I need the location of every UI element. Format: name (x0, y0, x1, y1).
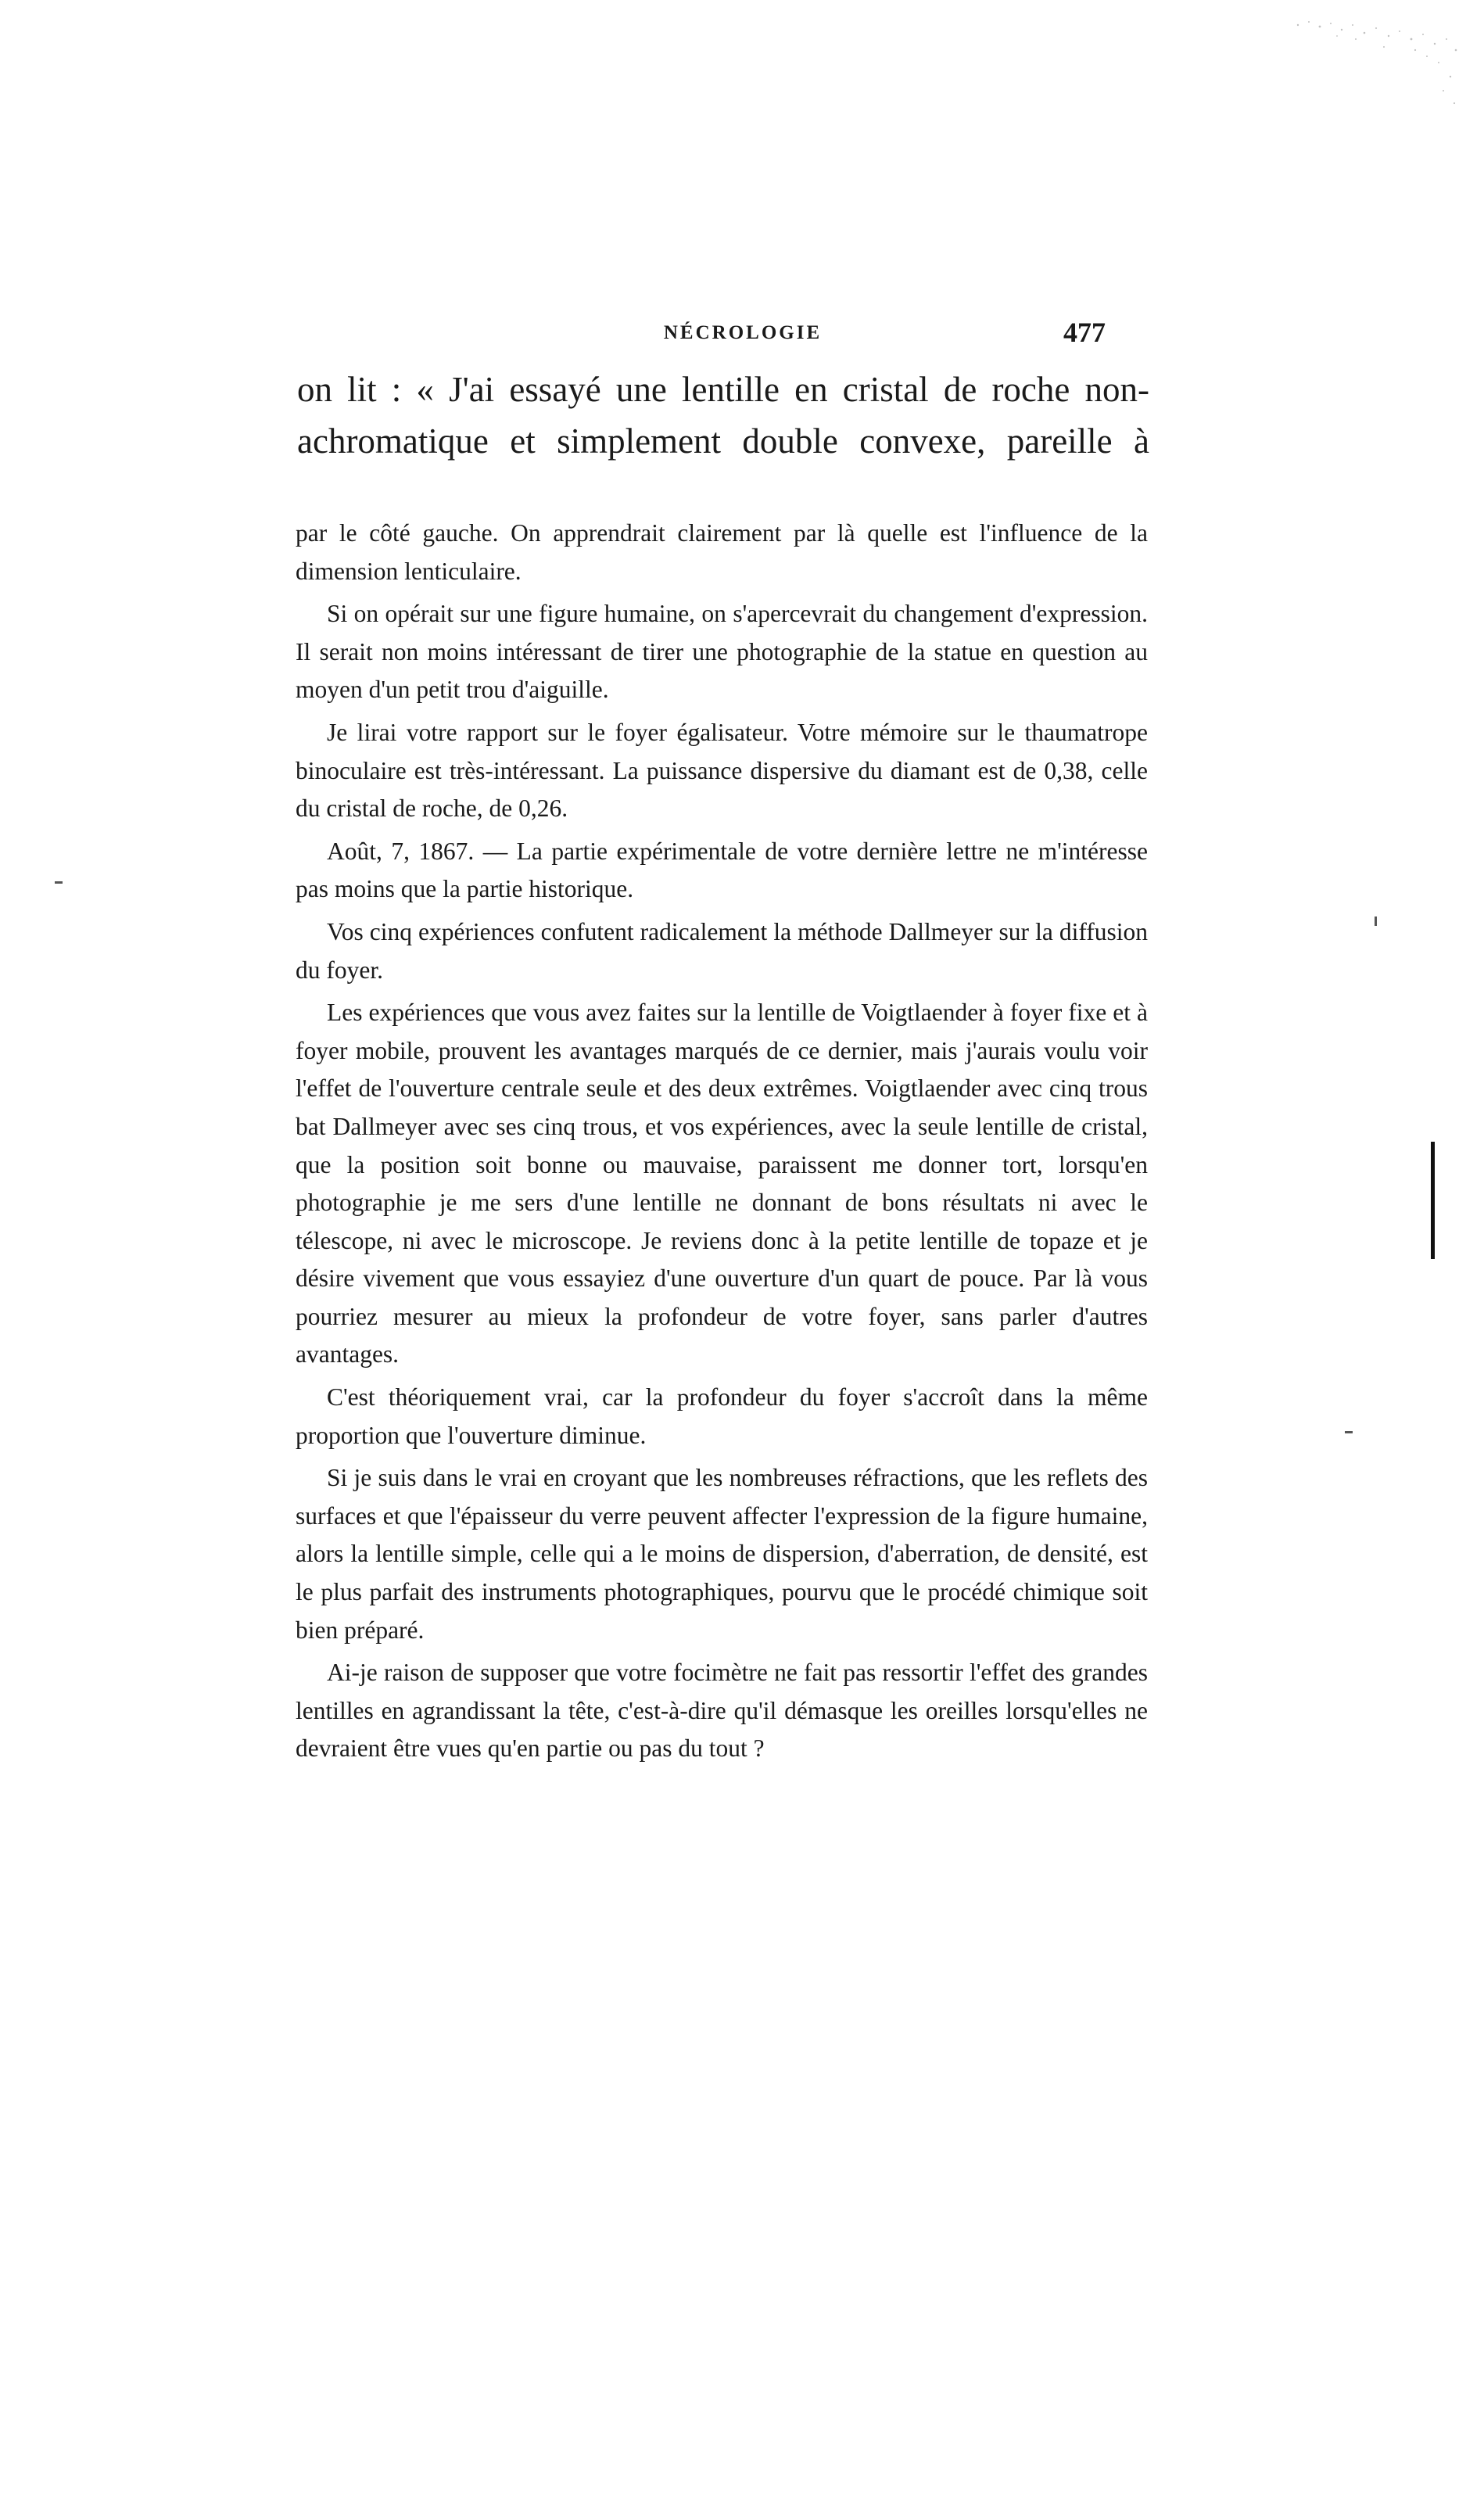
paragraph: Je lirai votre rapport sur le foyer égalisateur. Votre mémoire sur le thaumatrope binoculaire est très-intéressant. La puissance dispersive du diamant est de 0,38, celle du cristal de roche, de 0,26. (296, 718, 1148, 823)
pasted-line-1: on lit : « J'ai essayé une lentille en cristal de roche non- (297, 370, 1149, 409)
pasted-text-strip (297, 364, 1149, 467)
paragraph: Les expériences que vous avez faites sur la lentille de Voigtlaender à foyer fixe et à foyer mobile, prouvent les avantages marqués de ce dernier, mais j'aurais voulu voir l'effet de l'ouverture centrale seule et des deux extrêmes. Voigtlaender avec cinq trous bat Dallmeyer avec ses cinq trous, et vos expériences, avec la seule lentille de cristal, que la position soit bonne ou mauvaise, paraissent me donner tort, lorsqu'en photographie je me sers d'une lentille ne donnant de bons résultats ni avec le télescope, ni avec le microscope. Je reviens donc à la petite lentille de topaze et je désire vivement que vous essayiez d'une ouverture d'un quart de pouce. Par là vous pourriez mesurer au mieux la profondeur de votre foyer, sans parler d'autres avantages. (296, 999, 1148, 1368)
page-number: 477 (1063, 317, 1106, 348)
body-text (296, 515, 1148, 1773)
paragraph: Si je suis dans le vrai en croyant que les nombreuses réfractions, que les reflets des surfaces et que l'épaisseur du verre peuvent affecter l'expression de la figure humaine, alors la lentille simple, celle qui a le moins de dispersion, d'aberration, de densité, est le plus parfait des instruments photographiques, pourvu que le procédé chimique soit bien préparé. (296, 1464, 1148, 1644)
right-margin-tick (1345, 1431, 1353, 1433)
paragraph: par le côté gauche. On apprendrait clairement par là quelle est l'influence de la dimension lenticulaire. (296, 519, 1148, 585)
paragraph: Août, 7, 1867. — La partie expérimentale de votre dernière lettre ne m'intéresse pas moins que la partie historique. (296, 837, 1148, 903)
running-header: NÉCROLOGIE (663, 322, 823, 343)
paragraph: Si on opérait sur une figure humaine, on s'apercevrait du changement d'expression. Il serait non moins intéressant de tirer une photographie de la statue en question au moyen d'un petit trou d'aiguille. (296, 600, 1148, 704)
margin-bracket-mark (1431, 1142, 1435, 1259)
pasted-line-2: achromatique et simplement double convexe, pareille à (297, 421, 1149, 461)
paragraph: Vos cinq expériences confutent radicalement la méthode Dallmeyer sur la diffusion du foyer. (296, 917, 1148, 984)
paragraph: Ai-je raison de supposer que votre focimètre ne fait pas ressortir l'effet des grandes lentilles en agrandissant la tête, c'est-à-dire qu'il démasque les oreilles lorsqu'elles ne devraient être vues qu'en partie ou pas du tout ? (296, 1659, 1148, 1763)
right-margin-tick (1375, 916, 1377, 926)
paragraph: C'est théoriquement vrai, car la profondeur du foyer s'accroît dans la même proportion que l'ouverture diminue. (296, 1383, 1148, 1449)
scan-speckle-noise (1290, 16, 1462, 117)
left-margin-tick (55, 881, 63, 884)
